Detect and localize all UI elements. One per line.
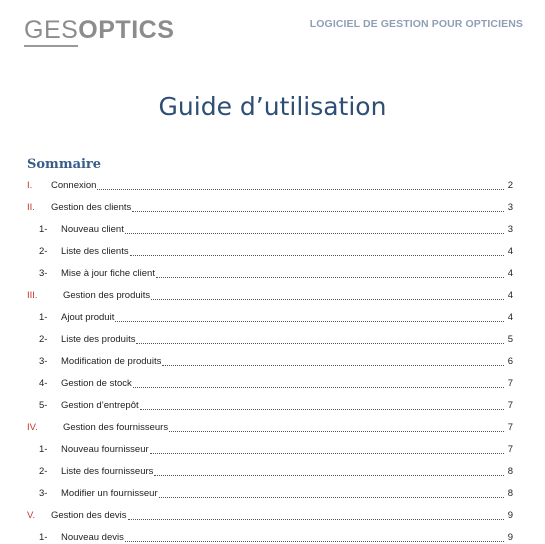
toc-entry-page: 9: [507, 510, 513, 521]
dot-leader: [125, 233, 504, 234]
toc-entry-number: IV.: [27, 422, 38, 433]
dot-leader: [140, 409, 504, 410]
dot-leader: [136, 343, 504, 344]
toc-entry-nouveau-fournisseur[interactable]: [27, 440, 513, 456]
dot-leader: [97, 189, 504, 190]
toc-entry-page: 7: [507, 422, 513, 433]
toc-entry-page: 9: [507, 532, 513, 543]
toc-entry-liste-produits[interactable]: [27, 330, 513, 346]
toc-entry-label: Connexion: [51, 180, 97, 191]
dot-leader: [151, 299, 504, 300]
dot-leader: [159, 497, 504, 498]
toc-entry-label: Nouveau devis: [61, 532, 124, 543]
toc-entry-page: 6: [507, 356, 513, 367]
dot-leader: [169, 431, 504, 432]
toc-entry-gestion-produits[interactable]: [27, 286, 513, 302]
toc-entry-number: 2-: [39, 466, 48, 477]
toc-entry-page: 7: [507, 444, 513, 455]
toc-entry-nouveau-devis[interactable]: [27, 528, 513, 544]
dot-leader: [115, 321, 504, 322]
gesoptics-logo: [24, 16, 174, 45]
toc-entry-nouveau-client[interactable]: [27, 220, 513, 236]
toc-entry-mise-a-jour-client[interactable]: [27, 264, 513, 280]
toc-entry-label: Gestion des produits: [63, 290, 151, 301]
toc-entry-label: Liste des fournisseurs: [61, 466, 154, 477]
toc-entry-page: 4: [507, 312, 513, 323]
toc-entry-modification-produits[interactable]: [27, 352, 513, 368]
logo-text-optics: OPTICS: [78, 16, 175, 44]
toc-entry-label: Liste des produits: [61, 334, 136, 345]
toc-entry-page: 4: [507, 268, 513, 279]
toc-entry-page: 7: [507, 378, 513, 389]
toc-entry-number: 3-: [39, 356, 48, 367]
toc-entry-label: Liste des clients: [61, 246, 129, 257]
dot-leader: [150, 453, 504, 454]
toc-entry-number: 2-: [39, 334, 48, 345]
toc-entry-number: III.: [27, 290, 38, 301]
toc-entry-page: 3: [507, 202, 513, 213]
toc-entry-liste-clients[interactable]: [27, 242, 513, 258]
toc-entry-page: 8: [507, 488, 513, 499]
toc-entry-number: V.: [27, 510, 36, 521]
logo-text-ges: GES: [24, 16, 79, 44]
toc-entry-number: 1-: [39, 224, 48, 235]
toc-entry-number: 5-: [39, 400, 48, 411]
toc-entry-gestion-devis[interactable]: [27, 506, 513, 522]
toc-entry-label: Nouveau fournisseur: [61, 444, 149, 455]
dot-leader: [125, 541, 504, 542]
dot-leader: [162, 365, 504, 366]
dot-leader: [154, 475, 504, 476]
toc-entry-label: Nouveau client: [61, 224, 124, 235]
toc-heading: Sommaire: [27, 157, 102, 172]
toc-entry-connexion[interactable]: [27, 176, 513, 192]
toc-entry-label: Gestion d’entrepôt: [61, 400, 139, 411]
toc-entry-number: II.: [27, 202, 35, 213]
toc-entry-number: 2-: [39, 246, 48, 257]
toc-entry-number: 1-: [39, 312, 48, 323]
toc-entry-label: Gestion des devis: [51, 510, 127, 521]
dot-leader: [130, 255, 504, 256]
toc-entry-number: 3-: [39, 268, 48, 279]
header-tagline: LOGICIEL DE GESTION POUR OPTICIENS: [309, 18, 523, 30]
toc-entry-gestion-fournisseurs[interactable]: [27, 418, 513, 434]
toc-entry-liste-fournisseurs[interactable]: [27, 462, 513, 478]
dot-leader: [156, 277, 504, 278]
toc-entry-gestion-stock[interactable]: [27, 374, 513, 390]
toc-entry-page: 2: [507, 180, 513, 191]
toc-entry-number: 1-: [39, 444, 48, 455]
toc-entry-ajout-produit[interactable]: [27, 308, 513, 324]
dot-leader: [128, 519, 504, 520]
toc-entry-gestion-entrepot[interactable]: [27, 396, 513, 412]
dot-leader: [133, 387, 504, 388]
toc-entry-number: 1-: [39, 532, 48, 543]
toc-entry-number: I.: [27, 180, 33, 191]
dot-leader: [132, 211, 504, 212]
toc-entry-label: Gestion de stock: [61, 378, 132, 389]
toc-entry-label: Ajout produit: [61, 312, 115, 323]
toc-entry-gestion-clients[interactable]: [27, 198, 513, 214]
toc-entry-label: Modification de produits: [61, 356, 162, 367]
toc-entry-label: Gestion des fournisseurs: [63, 422, 169, 433]
toc-entry-number: 3-: [39, 488, 48, 499]
toc-entry-modifier-fournisseur[interactable]: [27, 484, 513, 500]
toc-entry-page: 3: [507, 224, 513, 235]
toc-entry-page: 5: [507, 334, 513, 345]
document-title: Guide d’utilisation: [158, 92, 387, 121]
toc-entry-label: Gestion des clients: [51, 202, 132, 213]
toc-entry-page: 8: [507, 466, 513, 477]
toc-entry-label: Mise à jour fiche client: [61, 268, 155, 279]
toc-entry-page: 4: [507, 290, 513, 301]
toc-entry-number: 4-: [39, 378, 48, 389]
toc-entry-label: Modifier un fournisseur: [61, 488, 158, 499]
toc-entry-page: 4: [507, 246, 513, 257]
toc-entry-page: 7: [507, 400, 513, 411]
